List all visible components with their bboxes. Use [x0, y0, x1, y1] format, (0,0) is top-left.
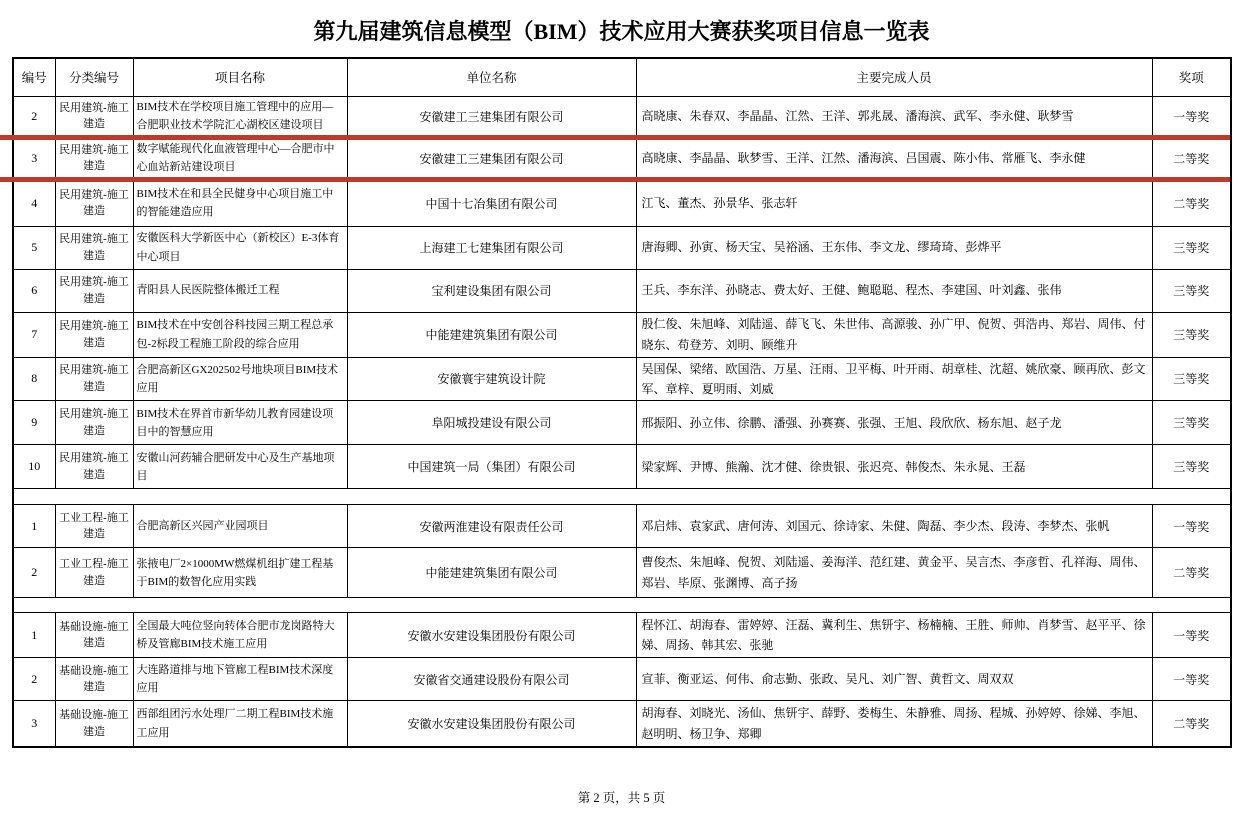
cell-no: 5	[13, 226, 55, 269]
cell-category: 民用建筑-施工建造	[55, 445, 133, 489]
cell-project: BIM技术在和县全民健身中心项目施工中的智能建造应用	[133, 180, 347, 226]
table-row	[13, 269, 1231, 312]
cell-award: 一等奖	[1152, 613, 1231, 658]
cell-members: 程怀江、胡海春、雷婷婷、汪磊、冀利生、焦钘宇、杨楠楠、王胜、师帅、肖梦雪、赵平平、徐娣、周扬、韩其宏、张驰	[636, 613, 1152, 658]
cell-unit: 中能建建筑集团有限公司	[347, 548, 636, 598]
cell-no: 3	[13, 136, 55, 180]
table-row	[13, 357, 1231, 401]
cell-project: BIM技术在中安创谷科技园三期工程总承包-2标段工程施工阶段的综合应用	[133, 312, 347, 357]
header-category: 分类编号	[55, 58, 133, 96]
table-row	[13, 613, 1231, 658]
table-row	[13, 445, 1231, 489]
cell-no: 2	[13, 96, 55, 136]
cell-project: 数字赋能现代化血液管理中心—合肥市中心血站新站建设项目	[133, 136, 347, 180]
cell-members: 邢振阳、孙立伟、徐鹏、潘强、孙赛赛、张强、王旭、段欣欣、杨东旭、赵子龙	[636, 401, 1152, 445]
table-row	[13, 226, 1231, 269]
cell-category: 民用建筑-施工建造	[55, 96, 133, 136]
page-title: 第九届建筑信息模型（BIM）技术应用大赛获奖项目信息一览表	[313, 19, 930, 44]
cell-unit: 安徽水安建设集团股份有限公司	[347, 701, 636, 747]
cell-category: 基础设施-施工建造	[55, 613, 133, 658]
cell-no: 1	[13, 613, 55, 658]
cell-members: 曹俊杰、朱旭峰、倪贺、刘陆遥、姜海洋、范红建、黄金平、吴言杰、李彦哲、孔祥海、周伟、郑岩、毕原、张渊博、高子扬	[636, 548, 1152, 598]
cell-award: 三等奖	[1152, 357, 1231, 401]
table-row	[13, 701, 1231, 747]
cell-award: 一等奖	[1152, 658, 1231, 701]
cell-award: 三等奖	[1152, 445, 1231, 489]
header-no: 编号	[13, 58, 55, 96]
table-header-row	[13, 58, 1231, 96]
cell-unit: 中国十七冶集团有限公司	[347, 180, 636, 226]
cell-members: 宣菲、衡亚运、何伟、俞志勤、张政、吴凡、刘广智、黄哲文、周双双	[636, 658, 1152, 701]
cell-members: 梁家辉、尹博、熊瀚、沈才健、徐贵银、张迟亮、韩俊杰、朱永晁、王磊	[636, 445, 1152, 489]
cell-category: 基础设施-施工建造	[55, 701, 133, 747]
cell-project: 全国最大吨位竖向转体合肥市龙岗路特大桥及管廊BIM技术施工应用	[133, 613, 347, 658]
cell-members: 邓启炜、袁家武、唐何涛、刘国元、徐诗家、朱健、陶磊、李少杰、段涛、李梦杰、张帆	[636, 505, 1152, 548]
cell-award: 三等奖	[1152, 269, 1231, 312]
cell-unit: 安徽水安建设集团股份有限公司	[347, 613, 636, 658]
cell-project: 安徽医科大学新医中心（新校区）E-3体育中心项目	[133, 226, 347, 269]
cell-no: 7	[13, 312, 55, 357]
cell-unit: 上海建工七建集团有限公司	[347, 226, 636, 269]
cell-award: 二等奖	[1152, 548, 1231, 598]
cell-no: 1	[13, 505, 55, 548]
cell-unit: 安徽建工三建集团有限公司	[347, 136, 636, 180]
red-highlight-line-top	[0, 135, 1230, 140]
cell-members: 殷仁俊、朱旭峰、刘陆遥、薛飞飞、朱世伟、高源骏、孙广甲、倪贺、弭浩冉、郑岩、周伟、付晓东、苟登芳、刘明、顾维升	[636, 312, 1152, 357]
cell-category: 民用建筑-施工建造	[55, 312, 133, 357]
cell-no: 9	[13, 401, 55, 445]
cell-members: 吴国保、梁绪、欧国浩、万星、汪雨、卫平梅、叶开雨、胡章桂、沈超、姚欣豪、顾再欣、彭文军、章梓、夏明雨、刘威	[636, 357, 1152, 401]
table-row	[13, 548, 1231, 598]
cell-members: 高晓康、朱春双、李晶晶、江然、王洋、郭兆晟、潘海滨、武军、李永健、耿梦雪	[636, 96, 1152, 136]
header-award: 奖项	[1152, 58, 1231, 96]
cell-no: 8	[13, 357, 55, 401]
table-row	[13, 658, 1231, 701]
table-row	[13, 401, 1231, 445]
cell-award: 二等奖	[1152, 180, 1231, 226]
cell-no: 2	[13, 658, 55, 701]
gap-cell	[13, 598, 1231, 613]
cell-category: 民用建筑-施工建造	[55, 136, 133, 180]
header-members: 主要完成人员	[636, 58, 1152, 96]
red-highlight-line-bottom	[0, 177, 1230, 182]
cell-no: 4	[13, 180, 55, 226]
cell-project: 青阳县人民医院整体搬迁工程	[133, 269, 347, 312]
cell-unit: 安徽建工三建集团有限公司	[347, 96, 636, 136]
cell-no: 6	[13, 269, 55, 312]
cell-award: 二等奖	[1152, 136, 1231, 180]
cell-project: 合肥高新区GX202502号地块项目BIM技术应用	[133, 357, 347, 401]
page-footer: 第 2 页，共 5 页	[577, 791, 666, 805]
cell-project: 合肥高新区兴园产业园项目	[133, 505, 347, 548]
cell-category: 基础设施-施工建造	[55, 658, 133, 701]
cell-unit: 安徽省交通建设股份有限公司	[347, 658, 636, 701]
section-gap-row	[13, 598, 1231, 613]
table-row	[13, 180, 1231, 226]
cell-no: 2	[13, 548, 55, 598]
cell-project: 安徽山河药辅合肥研发中心及生产基地项目	[133, 445, 347, 489]
table-row	[13, 96, 1231, 136]
cell-unit: 安徽两淮建设有限责任公司	[347, 505, 636, 548]
cell-award: 二等奖	[1152, 701, 1231, 747]
cell-category: 民用建筑-施工建造	[55, 180, 133, 226]
cell-category: 民用建筑-施工建造	[55, 269, 133, 312]
cell-award: 三等奖	[1152, 312, 1231, 357]
gap-cell	[13, 489, 1231, 505]
header-project: 项目名称	[133, 58, 347, 96]
cell-members: 唐海卿、孙寅、杨天宝、吴裕涵、王东伟、李文龙、缪琦琦、彭烨平	[636, 226, 1152, 269]
header-unit: 单位名称	[347, 58, 636, 96]
cell-unit: 中能建建筑集团有限公司	[347, 312, 636, 357]
cell-project: BIM技术在学校项目施工管理中的应用—合肥职业技术学院汇心湖校区建设项目	[133, 96, 347, 136]
cell-no: 3	[13, 701, 55, 747]
cell-members: 王兵、李东洋、孙晓志、费太好、王健、鲍聪聪、程杰、李建国、叶刘鑫、张伟	[636, 269, 1152, 312]
cell-project: BIM技术在界首市新华幼儿教育园建设项目中的智慧应用	[133, 401, 347, 445]
cell-members: 胡海春、刘晓光、汤仙、焦钘宇、薛野、娄梅生、朱静雅、周扬、程城、孙婷婷、徐娣、李旭、赵明明、杨卫争、郑卿	[636, 701, 1152, 747]
cell-category: 工业工程-施工建造	[55, 548, 133, 598]
cell-unit: 安徽寰宇建筑设计院	[347, 357, 636, 401]
table-row	[13, 505, 1231, 548]
cell-unit: 中国建筑一局（集团）有限公司	[347, 445, 636, 489]
awards-table	[12, 57, 1232, 748]
section-gap-row	[13, 489, 1231, 505]
cell-unit: 宝利建设集团有限公司	[347, 269, 636, 312]
cell-award: 一等奖	[1152, 96, 1231, 136]
cell-category: 民用建筑-施工建造	[55, 357, 133, 401]
cell-award: 三等奖	[1152, 401, 1231, 445]
cell-category: 民用建筑-施工建造	[55, 401, 133, 445]
cell-award: 三等奖	[1152, 226, 1231, 269]
cell-members: 江飞、董杰、孙景华、张志轩	[636, 180, 1152, 226]
table-row	[13, 312, 1231, 357]
cell-project: 西部组团污水处理厂二期工程BIM技术施工应用	[133, 701, 347, 747]
table-row	[13, 136, 1231, 180]
cell-unit: 阜阳城投建设有限公司	[347, 401, 636, 445]
cell-no: 10	[13, 445, 55, 489]
cell-category: 工业工程-施工建造	[55, 505, 133, 548]
cell-category: 民用建筑-施工建造	[55, 226, 133, 269]
cell-award: 一等奖	[1152, 505, 1231, 548]
cell-project: 大连路道排与地下管廊工程BIM技术深度应用	[133, 658, 347, 701]
cell-project: 张掖电厂2×1000MW燃煤机组扩建工程基于BIM的数智化应用实践	[133, 548, 347, 598]
cell-members: 高晓康、李晶晶、耿梦雪、王洋、江然、潘海滨、吕国震、陈小伟、常雁飞、李永健	[636, 136, 1152, 180]
